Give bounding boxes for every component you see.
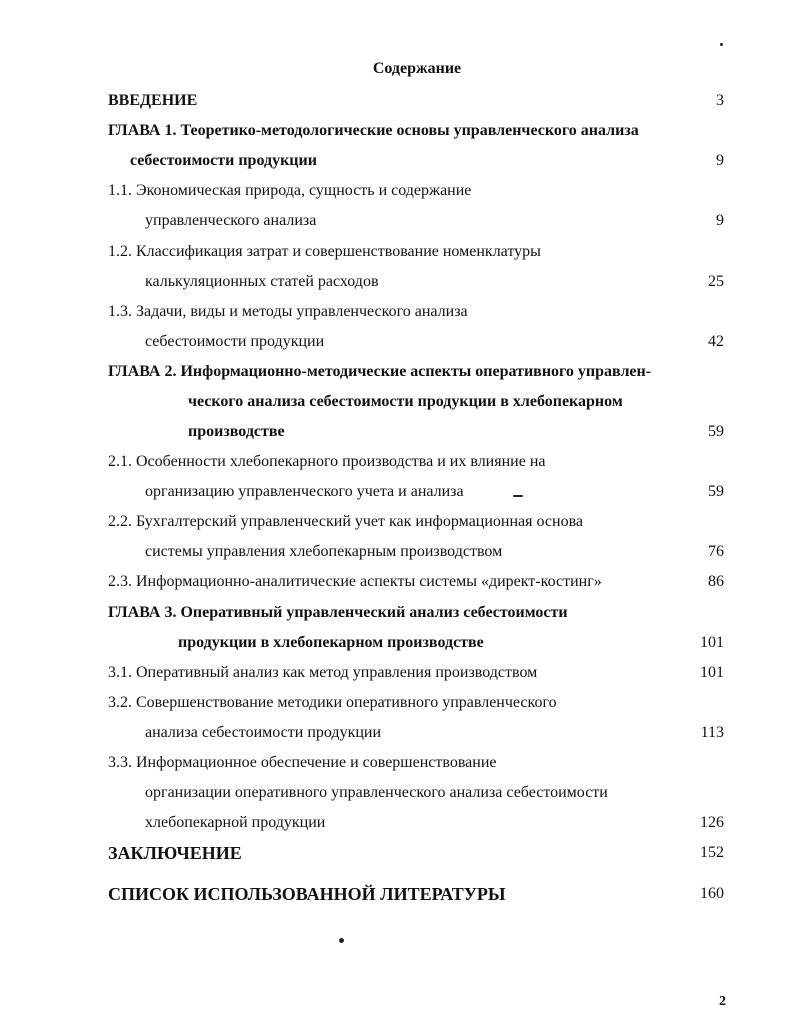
toc-entry-1-1-cont: управленческого анализа: [145, 212, 317, 229]
toc-page-number: 101: [700, 664, 724, 681]
toc-entry-chapter-1: ГЛАВА 1. Теоретико-методологические основы управленческого анализа: [108, 122, 639, 139]
toc-page-number: 9: [716, 212, 724, 229]
toc-entry-1-2-cont: калькуляционных статей расходов: [145, 273, 379, 290]
scan-speck: [720, 43, 723, 46]
toc-entry-1-3: 1.3. Задачи, виды и методы управленческого анализа: [108, 303, 468, 320]
toc-entry-bibliography: СПИСОК ИСПОЛЬЗОВАННОЙ ЛИТЕРАТУРЫ: [108, 884, 506, 904]
toc-entry-chapter-2: ГЛАВА 2. Информационно-методические аспекты оперативного управлен-: [108, 363, 652, 380]
toc-entry-chapter-2-cont: ческого анализа себестоимости продукции в хлебопекарном: [188, 393, 623, 410]
toc-title: Содержание: [372, 60, 462, 77]
toc-entry-chapter-1-cont: себестоимости продукции: [130, 152, 317, 169]
scan-speck: [339, 938, 344, 943]
toc-page-number: 76: [708, 543, 724, 560]
toc-entry-intro: ВВЕДЕНИЕ: [108, 92, 198, 109]
toc-entry-2-3: 2.3. Информационно-аналитические аспекты системы «директ-костинг»: [108, 573, 602, 590]
toc-page-number: 59: [708, 423, 724, 440]
toc-page-number: 101: [700, 634, 724, 651]
toc-entry-3-2-cont: анализа себестоимости продукции: [145, 724, 382, 741]
toc-entry-3-1: 3.1. Оперативный анализ как метод управления производством: [108, 664, 538, 681]
toc-page-number: 42: [708, 333, 724, 350]
toc-entry-3-3-cont: организации оперативного управленческого анализа себестоимости: [145, 784, 608, 801]
toc-entry-3-2: 3.2. Совершенствование методики оперативного управленческого: [108, 694, 557, 711]
toc-page-number: 113: [700, 724, 724, 741]
toc-page-number: 152: [700, 844, 724, 861]
toc-page-number: 9: [716, 152, 724, 169]
toc-entry-1-3-cont: себестоимости продукции: [145, 333, 325, 350]
toc-page-number: 3: [716, 92, 724, 109]
page-number: 2: [719, 994, 726, 1009]
toc-entry-chapter-3: ГЛАВА 3. Оперативный управленческий анализ себестоимости: [108, 604, 568, 621]
toc-page-number: 126: [700, 814, 724, 831]
toc-page-number: 160: [700, 885, 724, 902]
toc-page-number: 59: [708, 483, 724, 500]
toc-entry-chapter-2-cont: производстве: [188, 423, 285, 440]
toc-entry-2-1: 2.1. Особенности хлебопекарного производства и их влияние на: [108, 453, 546, 470]
toc-entry-2-2-cont: системы управления хлебопекарным производством: [145, 543, 503, 560]
toc-entry-2-1-cont: организацию управленческого учета и анализа: [145, 483, 464, 500]
toc-entry-1-1: 1.1. Экономическая природа, сущность и содержание: [108, 182, 472, 199]
toc-entry-3-3: 3.3. Информационное обеспечение и совершенствование: [108, 754, 497, 771]
toc-page-number: 86: [708, 573, 724, 590]
toc-entry-chapter-3-cont: продукции в хлебопекарном производстве: [178, 634, 484, 651]
toc-entry-1-2: 1.2. Классификация затрат и совершенствование номенклатуры: [108, 243, 541, 260]
scan-speck: [513, 495, 523, 497]
toc-page-number: 25: [708, 273, 724, 290]
toc-entry-3-3-cont: хлебопекарной продукции: [145, 814, 326, 831]
toc-entry-2-2: 2.2. Бухгалтерский управленческий учет как информационная основа: [108, 513, 584, 530]
toc-entry-conclusion: ЗАКЛЮЧЕНИЕ: [108, 843, 242, 863]
